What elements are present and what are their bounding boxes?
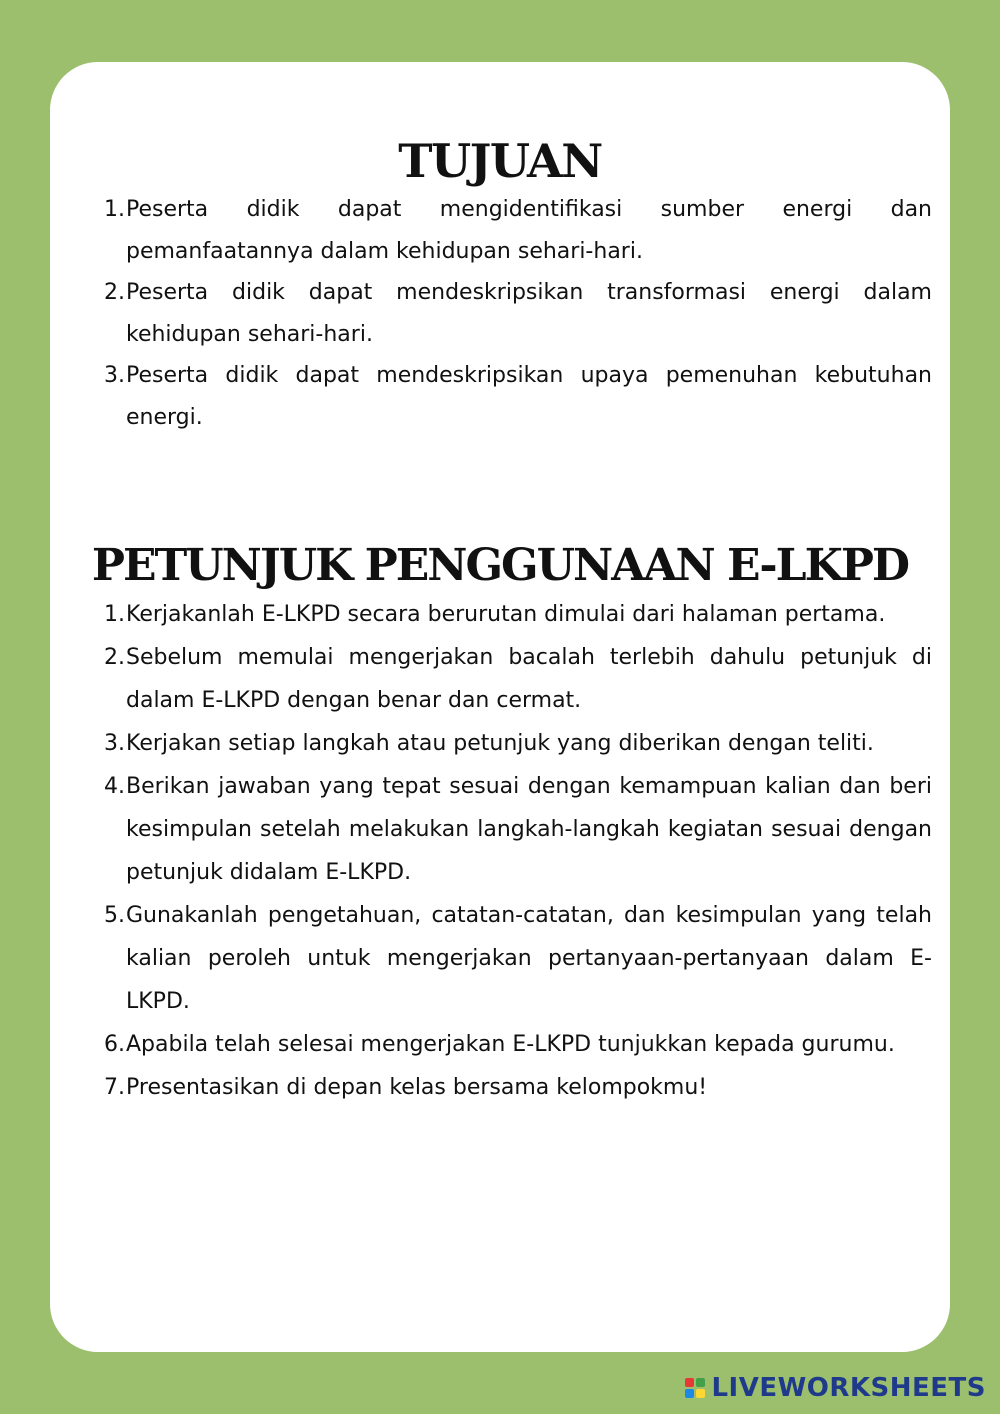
list-item [90, 765, 932, 894]
petunjuk-list [90, 593, 932, 1109]
list-item [90, 593, 932, 636]
list-item [90, 722, 932, 765]
tujuan-list [90, 189, 932, 438]
item-text: Peserta didik dapat mengidentifikasi sumber energi dan pemanfaatannya dalam kehidupan sehari-hari. [126, 197, 932, 264]
item-number: 2. [104, 645, 125, 670]
item-text: Kerjakanlah E-LKPD secara berurutan dimulai dari halaman pertama. [126, 602, 886, 627]
list-item [90, 272, 932, 355]
liveworksheets-logo-icon [685, 1378, 705, 1398]
tujuan-heading: TUJUAN [398, 134, 602, 188]
item-number: 6. [104, 1032, 125, 1057]
list-item [90, 189, 932, 272]
item-number: 2. [104, 280, 125, 305]
logo-square [685, 1378, 694, 1387]
item-number: 1. [104, 197, 125, 222]
logo-square [696, 1378, 705, 1387]
list-item [90, 355, 932, 438]
item-number: 1. [104, 602, 125, 627]
liveworksheets-brand[interactable]: LIVEWORKSHEETS [711, 1373, 986, 1403]
list-item [90, 636, 932, 722]
logo-square [685, 1389, 694, 1398]
liveworksheets-footer[interactable] [685, 1373, 986, 1403]
logo-square [696, 1389, 705, 1398]
item-number: 3. [104, 731, 125, 756]
item-number: 5. [104, 903, 125, 928]
item-text: Kerjakan setiap langkah atau petunjuk yang diberikan dengan teliti. [126, 731, 874, 756]
list-item [90, 1066, 932, 1109]
item-text: Apabila telah selesai mengerjakan E-LKPD tunjukkan kepada gurumu. [126, 1032, 895, 1057]
item-text: Peserta didik dapat mendeskripsikan transformasi energi dalam kehidupan sehari-hari. [126, 280, 932, 347]
list-item [90, 894, 932, 1023]
item-number: 7. [104, 1075, 125, 1100]
item-text: Berikan jawaban yang tepat sesuai dengan kemampuan kalian dan beri kesimpulan setelah melakukan langkah-langkah kegiatan sesuai dengan petunjuk didalam E-LKPD. [126, 774, 932, 885]
petunjuk-heading: PETUNJUK PENGGUNAAN E-LKPD [91, 540, 909, 591]
item-text: Presentasikan di depan kelas bersama kelompokmu! [126, 1075, 708, 1100]
item-text: Sebelum memulai mengerjakan bacalah terlebih dahulu petunjuk di dalam E-LKPD dengan benar dan cermat. [126, 645, 932, 713]
list-item [90, 1023, 932, 1066]
item-text: Peserta didik dapat mendeskripsikan upaya pemenuhan kebutuhan energi. [126, 363, 932, 430]
item-number: 3. [104, 363, 125, 388]
item-number: 4. [104, 774, 125, 799]
item-text: Gunakanlah pengetahuan, catatan-catatan, dan kesimpulan yang telah kalian peroleh untuk mengerjakan pertanyaan-pertanyaan dalam E-LKPD. [126, 903, 932, 1014]
